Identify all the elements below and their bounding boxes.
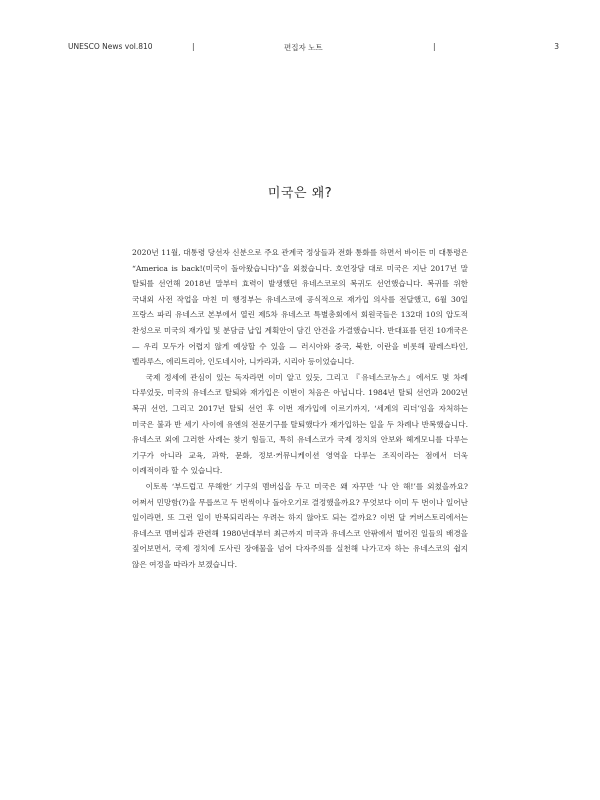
section-name: 편집자 노트 bbox=[284, 43, 323, 52]
article-title: 미국은 왜? bbox=[267, 186, 333, 201]
paragraph: 2020년 11월, 대통령 당선자 신분으로 주요 관계국 정상들과 전화 통화를 하면서 바이든 미 대통령은 “America is back!(미국이 돌아왔습니다)”을 외쳤습니다. 호언장담 대로 미국은 지난 2017년 말 탈퇴를 선언해 2018년 말부터 효력이 발생했던 유네스코로의 복귀도 선언했습니다. 복귀를 위한 국내외 사전 작업을 마친 미 행정부는 유네스코에 공식적으로 재가입 의사를 전달했고, 6월 30일 프랑스 파리 유네스코 본부에서 열린 제5차 유네스코 특별총회에서 회원국들은 132대 10의 압도적 찬성으로 미국의 재가입 및 분담금 납입 계획안이 담긴 안건을 가결했습니다. 반대표를 던진 10개국은 — 우리 모두가 어렵지 않게 예상할 수 있을 — 러시아와 중국, 북한, 이란을 비롯해 팔레스타인, 벨라루스, 에리트리아, 인도네시아, 니카라과, 시리아 등이었습니다. bbox=[132, 248, 468, 367]
page-header bbox=[68, 42, 559, 56]
paragraph: 이토록 ‘부드럽고 무해한’ 기구의 멤버십을 두고 미국은 왜 자꾸만 ‘나 안 해!’를 외쳤을까요? 어쩌서 민망함(?)을 무릅쓰고 두 번씩이나 돌아오기로 결정했을까요? 무엇보다 이미 두 번이나 일어난 일이라면, 또 그런 일이 반복되리라는 우려는 하지 않아도 되는 걸까요? 이번 달 커버스토리에서는 유네스코 멤버십과 관련해 1980년대부터 최근까지 미국과 유네스코 안팎에서 벌어진 일들의 배경을 짚어보면서, 국제 정치에 도사린 장애물을 넘어 다자주의를 실천해 나가고자 하는 유네스코의 쉽지 않은 여정을 따라가 보겠습니다. bbox=[132, 481, 468, 569]
header-separator: | bbox=[192, 42, 195, 51]
article-body bbox=[132, 245, 468, 572]
page-number: 3 bbox=[554, 42, 559, 51]
header-separator: | bbox=[433, 42, 436, 51]
publication-name: UNESCO News vol.810 bbox=[68, 42, 153, 51]
paragraph: 국제 정세에 관심이 있는 독자라면 이미 알고 있듯, 그리고 『유네스코뉴스』에서도 몇 차례 다루었듯, 미국의 유네스코 탈퇴와 재가입은 이번이 처음은 아닙니다. 1984년 탈퇴 선언과 2002년 복귀 선언, 그리고 2017년 탈퇴 선언 후 이번 재가입에 이르기까지, ‘세계의 리더’임을 자처하는 미국은 불과 반 세기 사이에 유엔의 전문기구를 탈퇴했다가 재가입하는 일을 두 차례나 반복했습니다. 유네스코 외에 그러한 사례는 찾기 힘들고, 특히 유네스코가 국제 정치의 안보와 헤게모니를 다루는 기구가 아니라 교육, 과학, 문화, 정보·커뮤니케이션 영역을 다루는 조직이라는 점에서 더욱 이례적이라 할 수 있습니다. bbox=[132, 372, 468, 476]
